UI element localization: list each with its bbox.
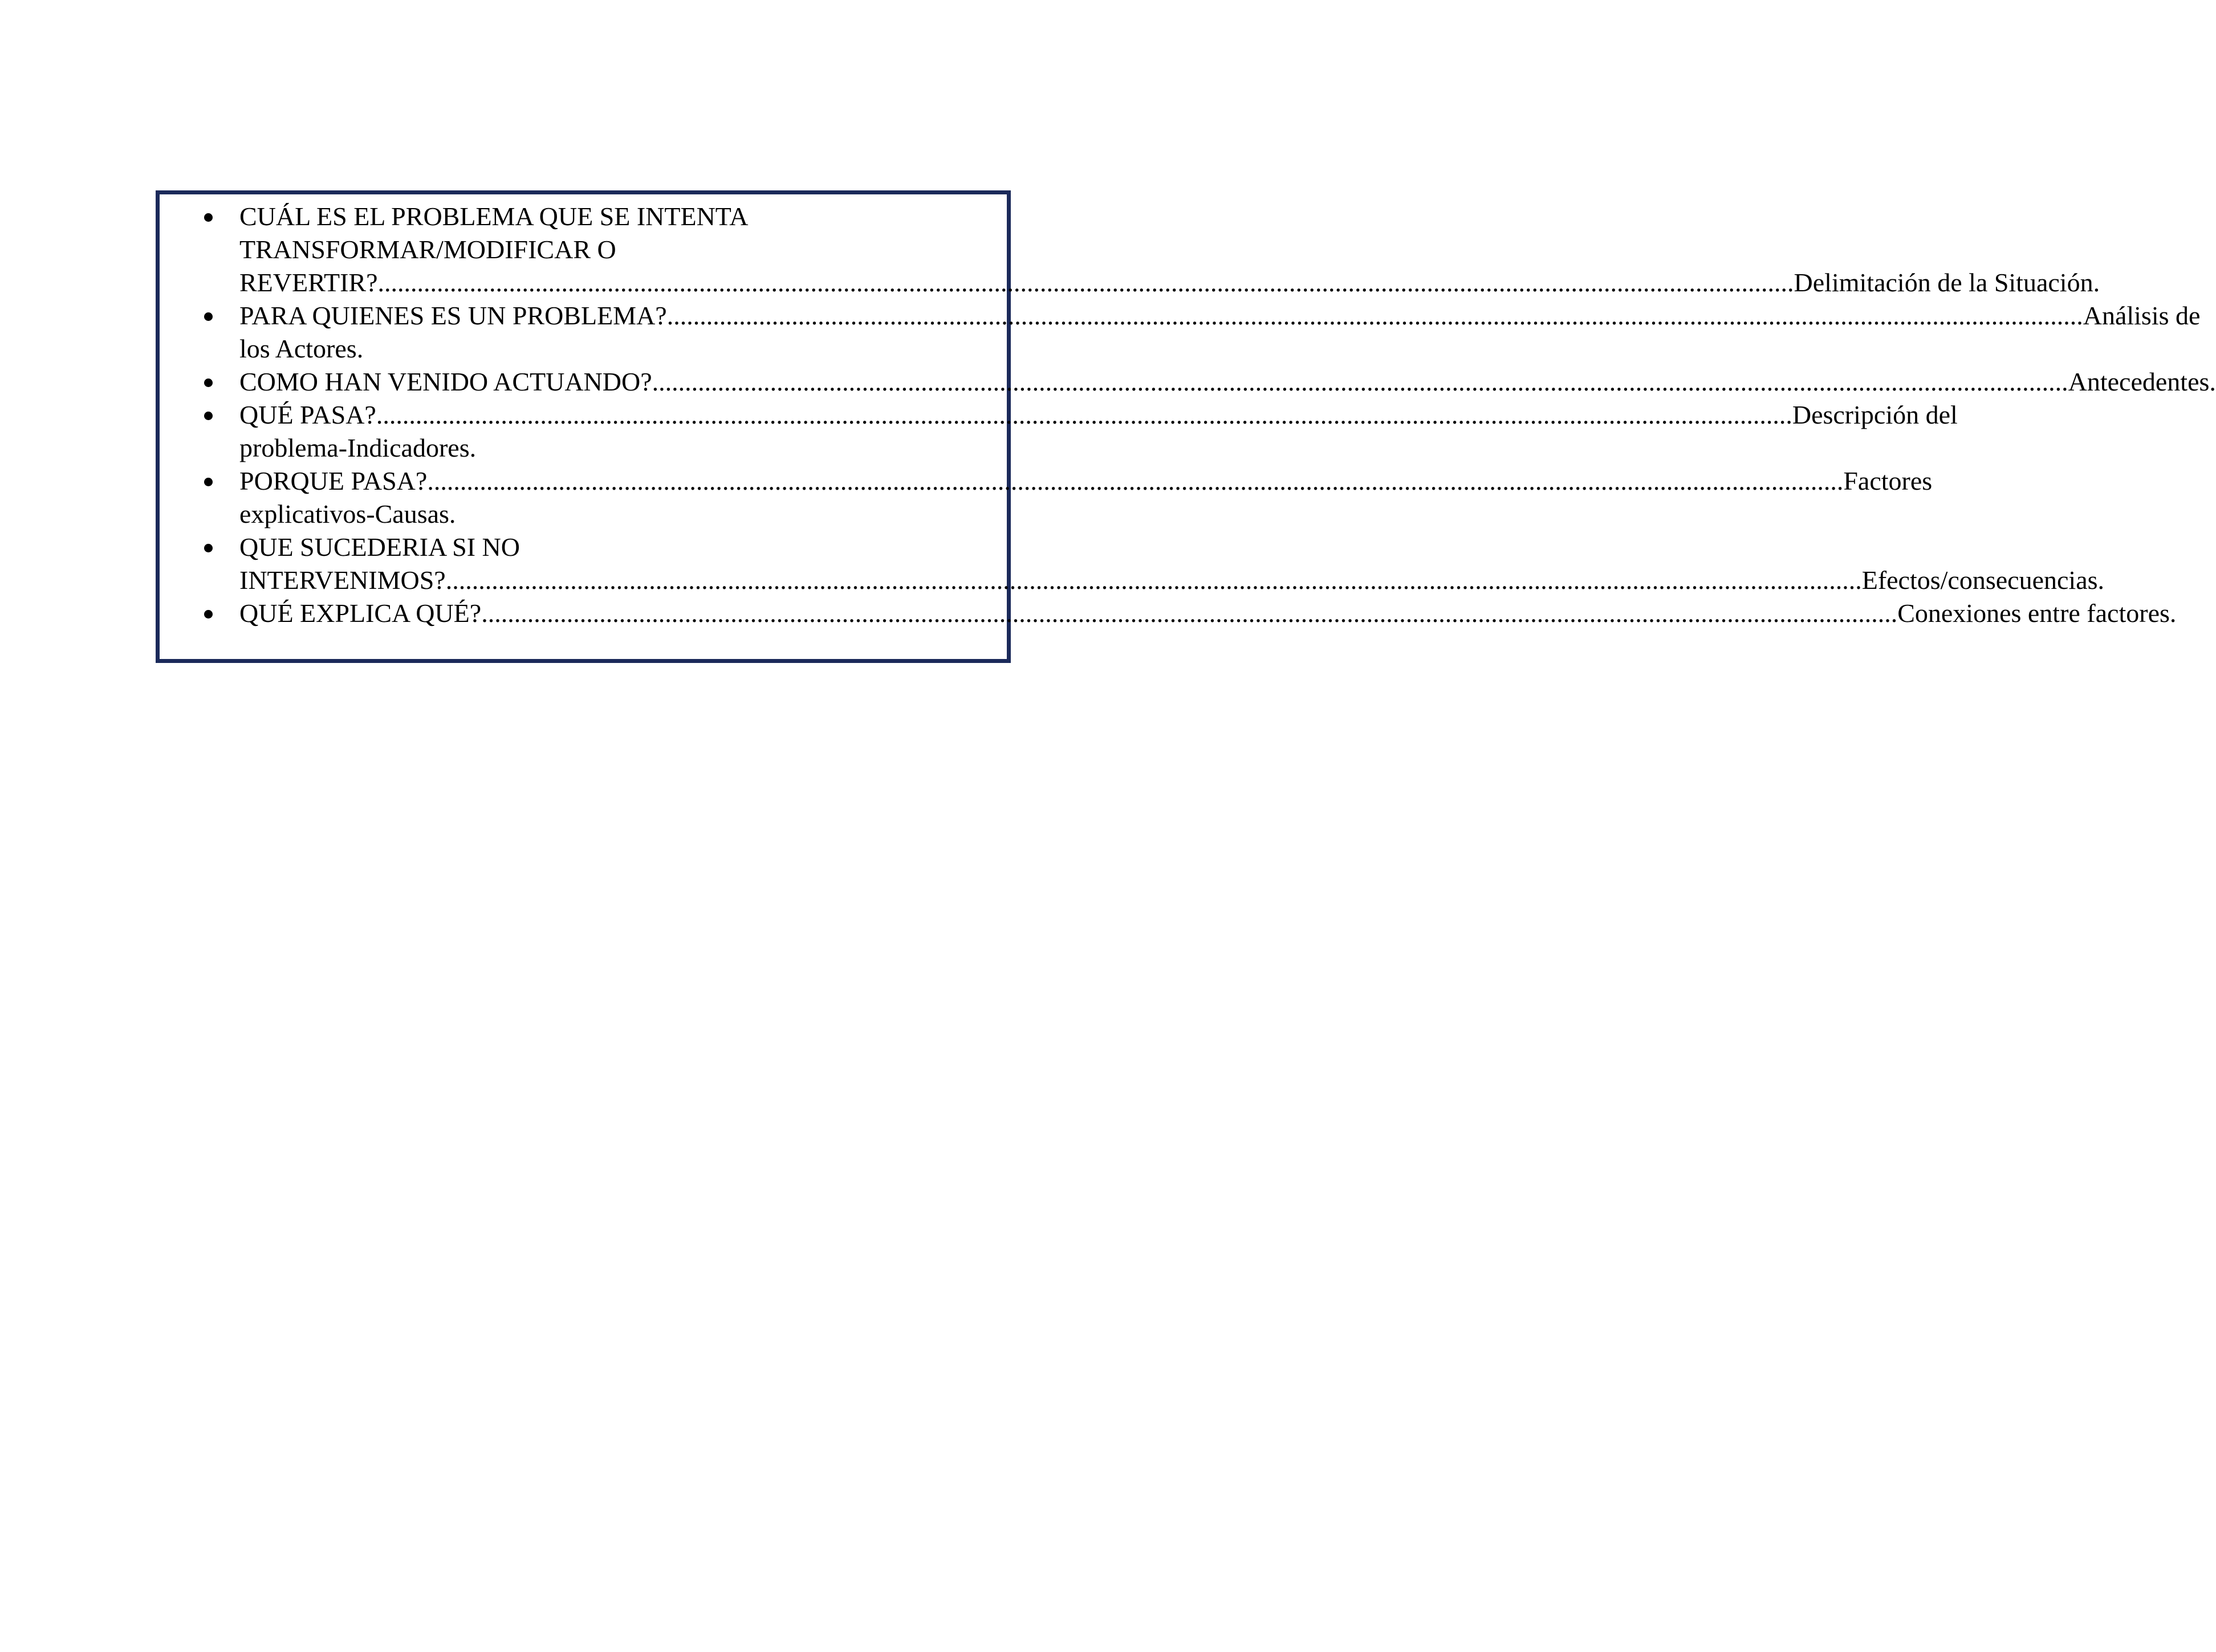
bullet-icon (204, 478, 213, 486)
item-question-answer (239, 398, 1958, 432)
item-line: TRANSFORMAR/MODIFICAR O (239, 235, 616, 264)
item-question-answer (239, 299, 2201, 332)
item-answer: Antecedentes. (2068, 367, 2216, 396)
list-item-actors (204, 299, 2201, 365)
item-line: explicativos-Causas. (239, 499, 456, 528)
list-item-problem (204, 200, 2100, 299)
item-answer: Análisis de (2083, 301, 2201, 330)
list-item-effects (204, 531, 2105, 597)
item-question-answer (239, 465, 1933, 498)
dot-leader: ........................................................................................................................................................................................................................ (445, 565, 1862, 595)
item-question-answer (239, 266, 2100, 299)
item-answer: Factores (1843, 466, 1933, 495)
bullet-icon (204, 412, 213, 420)
item-question: PARA QUIENES ES UN PROBLEMA? (239, 301, 667, 330)
dot-leader: ........................................................................................................................................................................................................................ (652, 367, 2068, 396)
list-item-description (204, 398, 1958, 465)
bullet-icon (204, 379, 213, 387)
dot-leader: ........................................................................................................................................................................................................................ (376, 400, 1792, 429)
bullet-icon (204, 312, 213, 321)
list-item-background (204, 365, 2216, 398)
bullet-icon (204, 213, 213, 222)
item-question: QUÉ EXPLICA QUÉ? (239, 599, 482, 628)
item-answer: Descripción del (1792, 400, 1958, 429)
item-question: PORQUE PASA? (239, 466, 428, 495)
item-question: REVERTIR? (239, 268, 378, 297)
list-item-causes (204, 465, 1933, 531)
item-line: problema-Indicadores. (239, 433, 477, 462)
item-line: CUÁL ES EL PROBLEMA QUE SE INTENTA (239, 202, 749, 231)
bullet-icon (204, 544, 213, 552)
dot-leader: ........................................................................................................................................................................................................................ (377, 268, 1794, 297)
dot-leader: ........................................................................................................................................................................................................................ (481, 599, 1898, 628)
item-answer: Conexiones entre factores. (1897, 599, 2177, 628)
item-line: QUE SUCEDERIA SI NO (239, 532, 520, 561)
question-list (204, 200, 2216, 630)
item-question: INTERVENIMOS? (239, 565, 446, 595)
item-question: COMO HAN VENIDO ACTUANDO? (239, 367, 652, 396)
item-answer: Efectos/consecuencias. (1861, 565, 2105, 595)
bullet-icon (204, 610, 213, 619)
item-question-answer (239, 597, 2177, 630)
item-answer: Delimitación de la Situación. (1794, 268, 2100, 297)
list-item-connections (204, 597, 2177, 630)
item-question: QUÉ PASA? (239, 400, 376, 429)
dot-leader: ........................................................................................................................................................................................................................ (666, 301, 2083, 330)
dot-leader: ........................................................................................................................................................................................................................ (427, 466, 1844, 495)
item-question-answer (239, 365, 2216, 398)
item-line: los Actores. (239, 334, 364, 363)
item-question-answer (239, 564, 2105, 597)
question-box (156, 190, 2216, 663)
